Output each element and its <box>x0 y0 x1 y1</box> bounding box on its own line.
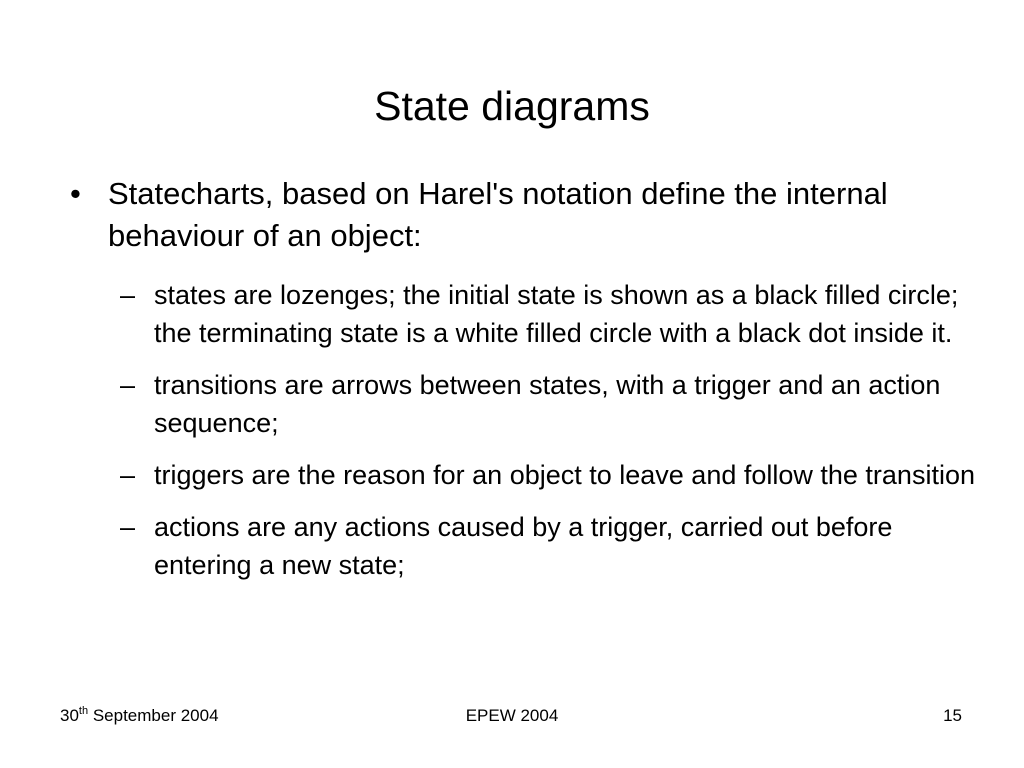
sub-bullet-text: triggers are the reason for an object to leave and follow the transition <box>154 460 975 490</box>
bullet-dot-icon: • <box>70 176 81 211</box>
sub-bullet-item <box>120 366 984 442</box>
footer-date-rest: September 2004 <box>88 706 219 725</box>
slide-title: State diagrams <box>374 83 650 129</box>
sub-bullet-list <box>120 276 984 598</box>
footer-page-number: 15 <box>943 706 962 725</box>
footer-date-suffix: th <box>78 705 89 717</box>
dash-icon: – <box>120 280 136 310</box>
sub-bullet-text: actions are any actions caused by a trigger, carried out before entering a new state; <box>154 512 893 580</box>
sub-bullet-text: states are lozenges; the initial state is shown as a black filled circle; the terminating state is a white filled circle with a black dot inside it. <box>154 280 959 348</box>
main-bullet <box>70 173 918 257</box>
dash-icon: – <box>120 460 136 490</box>
sub-bullet-item <box>120 508 984 584</box>
sub-bullet-item <box>120 456 984 494</box>
footer-event: EPEW 2004 <box>465 706 559 725</box>
sub-bullet-text: transitions are arrows between states, with a trigger and an action sequence; <box>154 370 941 438</box>
sub-bullet-item <box>120 276 984 352</box>
main-bullet-text: Statecharts, based on Harel's notation define the internal behaviour of an object: <box>108 176 888 253</box>
bullet-block <box>70 173 988 580</box>
dash-icon: – <box>120 512 136 542</box>
dash-icon: – <box>120 370 136 400</box>
footer-date-day: 30 <box>60 706 79 725</box>
